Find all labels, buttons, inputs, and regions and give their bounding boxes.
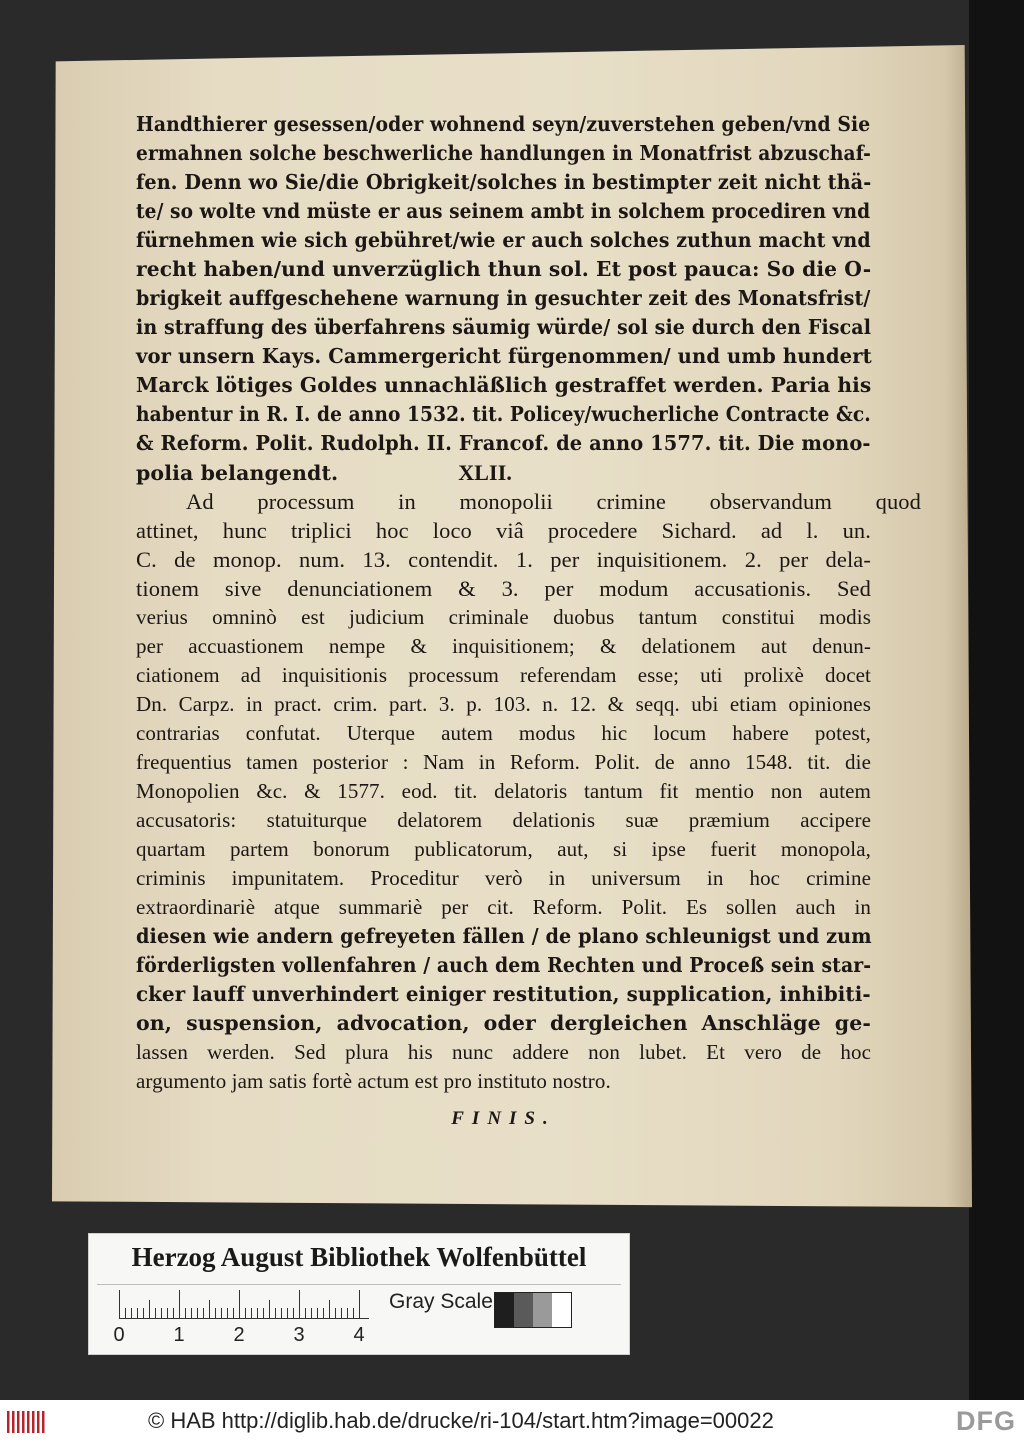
ruler-tick bbox=[131, 1308, 132, 1318]
ruler-tick bbox=[281, 1308, 282, 1318]
text-line-content: ermahnen solche beschwerliche handlungen in Monatfrist abzuschaf- bbox=[136, 141, 871, 165]
dfg-logo: DFG bbox=[956, 1406, 1016, 1436]
text-line-content: vor unsern Kays. Cammergericht fürgenommen/ und umb hundert bbox=[136, 344, 872, 368]
ruler-tick bbox=[341, 1308, 342, 1318]
text-line-content: cker lauff unverhindert einiger restitution, supplication, inhibiti- bbox=[136, 982, 871, 1006]
text-line-content: recht haben/und unverzüglich thun sol. Et post pauca: So die O- bbox=[136, 257, 872, 281]
text-line-content: lassen werden. Sed plura his nunc addere non lubet. Et vero de hoc bbox=[136, 1040, 871, 1064]
ruler-tick bbox=[191, 1308, 192, 1318]
gray-scale-swatches bbox=[494, 1292, 572, 1328]
ruler-tick bbox=[143, 1308, 144, 1318]
text-line-content: fen. Denn wo Sie/die Obrigkeit/solches in bestimpter zeit nicht thä- bbox=[136, 170, 872, 194]
text-line bbox=[136, 603, 871, 632]
ruler-tick bbox=[149, 1300, 150, 1318]
ruler-tick bbox=[353, 1308, 354, 1318]
text-line bbox=[136, 748, 871, 777]
ruler-tick bbox=[269, 1300, 270, 1318]
text-line bbox=[136, 545, 871, 574]
background-strip bbox=[969, 0, 1024, 1400]
text-line bbox=[136, 255, 871, 284]
text-line-content: fürnehmen wie sich gebühret/wie er auch solches zuthun macht vnd bbox=[136, 228, 871, 252]
text-line bbox=[136, 313, 871, 342]
gray-scale-label: Gray Scale bbox=[389, 1290, 493, 1313]
ruler-tick bbox=[251, 1308, 252, 1318]
text-line-content: C. de monop. num. 13. contendit. 1. per inquisitionem. 2. per dela- bbox=[136, 547, 871, 572]
section-number: XLII. bbox=[458, 460, 512, 485]
text-line-content: Monopolien &c. & 1577. eod. tit. delatoris tantum fit mentio non autem bbox=[136, 779, 871, 803]
text-line-content: extraordinariè atque summariè per cit. Reform. Polit. Es sollen auch in bbox=[136, 895, 871, 919]
text-line-content: accusatoris: statuiturque delatorem delationis suæ præmium accipere bbox=[136, 808, 871, 832]
ruler-tick bbox=[257, 1308, 258, 1318]
ruler-tick bbox=[179, 1290, 180, 1318]
text-line-content: tionem sive denunciationem & 3. per modum accusationis. Sed bbox=[136, 576, 871, 601]
text-line bbox=[136, 661, 871, 690]
ruler-label: 0 bbox=[113, 1324, 125, 1346]
ruler-tick bbox=[323, 1308, 324, 1318]
text-line-content: Marck lötiges Goldes unnachläßlich gestraffet werden. Paria his bbox=[136, 373, 872, 397]
ruler-tick bbox=[263, 1308, 264, 1318]
ruler-tick bbox=[245, 1308, 246, 1318]
text-line bbox=[136, 226, 871, 255]
text-line-content: on, suspension, advocation, oder dergleichen Anschläge ge- bbox=[136, 1011, 871, 1035]
text-line bbox=[136, 139, 871, 168]
page-text bbox=[136, 110, 921, 1133]
text-line-content: ciationem ad inquisitionis processum referendam esse; uti prolixè docet bbox=[136, 663, 871, 687]
text-line bbox=[136, 458, 871, 487]
text-line bbox=[136, 574, 871, 603]
gray-swatch bbox=[552, 1293, 571, 1327]
library-name: Herzog August Bibliothek Wolfenbüttel bbox=[131, 1242, 587, 1272]
text-line bbox=[136, 371, 871, 400]
finis-mark: FINIS. bbox=[451, 1108, 556, 1129]
text-line bbox=[136, 1038, 871, 1067]
text-line-content: contrarias confutat. Uterque autem modus hic locum habere potest, bbox=[136, 721, 871, 745]
text-line-content: & Reform. Polit. Rudolph. II. Francof. de anno 1577. tit. Die mono- bbox=[136, 431, 871, 455]
text-line-content: brigkeit auffgeschehene warnung in gesuchter zeit des Monatsfrist/ bbox=[136, 286, 871, 310]
text-line-content: diesen wie andern gefreyeten fällen / de plano schleunigst und zum bbox=[136, 924, 872, 948]
ruler-baseline bbox=[119, 1318, 369, 1319]
text-line bbox=[136, 864, 871, 893]
card-divider bbox=[97, 1284, 621, 1285]
text-line bbox=[136, 922, 871, 951]
text-line-content: Dn. Carpz. in pract. crim. part. 3. p. 103. n. 12. & seqq. ubi etiam opiniones bbox=[136, 692, 871, 716]
scale-ruler bbox=[113, 1290, 379, 1350]
text-line bbox=[136, 197, 871, 226]
text-line bbox=[136, 1067, 871, 1096]
ruler-tick bbox=[299, 1290, 300, 1318]
ruler-tick bbox=[317, 1308, 318, 1318]
ruler-label: 1 bbox=[173, 1324, 185, 1346]
text-line bbox=[136, 777, 871, 806]
text-line-content: Ad processum in monopolii crimine observandum quod bbox=[186, 489, 921, 514]
ruler-tick bbox=[239, 1290, 240, 1318]
ruler-tick bbox=[293, 1308, 294, 1318]
text-line-content: in straffung des überfahrens säumig würde/ sol sie durch den Fiscal bbox=[136, 315, 872, 339]
text-line bbox=[136, 110, 871, 139]
text-line bbox=[136, 690, 871, 719]
gray-swatch bbox=[514, 1293, 533, 1327]
text-line-content: te/ so wolte vnd müste er aus seinem ambt in solchem procediren vnd bbox=[136, 199, 871, 223]
text-line bbox=[136, 284, 871, 313]
text-line-content: per accuastionem nempe & inquisitionem; & delationem aut denun- bbox=[136, 634, 871, 658]
text-line-content: attinet, hunc triplici hoc loco viâ procedere Sichard. ad l. un. bbox=[136, 518, 871, 543]
text-line-content: criminis impunitatem. Proceditur verò in universum in hoc crimine bbox=[136, 866, 871, 890]
copyright-url: © HAB http://diglib.hab.de/drucke/ri-104/start.htm?image=00022 bbox=[148, 1408, 774, 1433]
text-line bbox=[136, 400, 871, 429]
ruler-tick bbox=[215, 1308, 216, 1318]
ruler-label: 4 bbox=[353, 1324, 365, 1346]
text-line bbox=[136, 951, 871, 980]
ruler-tick bbox=[329, 1300, 330, 1318]
text-line-content: förderligsten vollenfahren / auch dem Rechten und Proceß sein star- bbox=[136, 953, 872, 977]
text-line bbox=[136, 835, 871, 864]
ruler-tick bbox=[137, 1308, 138, 1318]
text-line bbox=[136, 632, 871, 661]
ruler-label: 2 bbox=[233, 1324, 245, 1346]
gray-swatch bbox=[495, 1293, 514, 1327]
text-line-content: verius omninò est judicium criminale duobus tantum constitui modis bbox=[136, 605, 871, 629]
ruler-tick bbox=[173, 1308, 174, 1318]
ruler-tick bbox=[347, 1308, 348, 1318]
ruler-tick bbox=[167, 1308, 168, 1318]
color-card bbox=[88, 1233, 630, 1355]
ruler-tick bbox=[119, 1290, 120, 1318]
ruler-tick bbox=[221, 1308, 222, 1318]
text-line bbox=[136, 806, 871, 835]
ruler-tick bbox=[275, 1308, 276, 1318]
ruler-tick bbox=[185, 1308, 186, 1318]
text-line bbox=[136, 719, 871, 748]
text-line bbox=[136, 487, 921, 516]
ruler-tick bbox=[233, 1308, 234, 1318]
ruler-tick bbox=[311, 1308, 312, 1318]
ruler-tick bbox=[125, 1308, 126, 1318]
hab-logo-icon bbox=[6, 1409, 46, 1435]
ruler-tick bbox=[203, 1308, 204, 1318]
footer-bar bbox=[0, 1400, 1024, 1444]
ruler-label: 3 bbox=[293, 1324, 305, 1346]
ruler-tick bbox=[305, 1308, 306, 1318]
ruler-tick bbox=[209, 1300, 210, 1318]
ruler-tick bbox=[287, 1308, 288, 1318]
ruler-tick bbox=[335, 1308, 336, 1318]
gray-swatch bbox=[533, 1293, 552, 1327]
text-line bbox=[136, 516, 871, 545]
ruler-tick bbox=[227, 1308, 228, 1318]
text-line bbox=[136, 429, 871, 458]
text-line-content: argumento jam satis fortè actum est pro instituto nostro. bbox=[136, 1069, 611, 1093]
text-line bbox=[136, 342, 871, 371]
text-line bbox=[136, 1009, 871, 1038]
ruler-tick bbox=[197, 1308, 198, 1318]
text-line-content: polia belangendt. bbox=[136, 461, 339, 485]
ruler-tick bbox=[359, 1290, 360, 1318]
text-line-content: quartam partem bonorum publicatorum, aut, si ipse fuerit monopola, bbox=[136, 837, 871, 861]
text-line-content: Handthierer gesessen/oder wohnend seyn/zuverstehen geben/vnd Sie bbox=[136, 112, 871, 136]
ruler-tick bbox=[155, 1308, 156, 1318]
text-line bbox=[136, 980, 871, 1009]
ruler-tick bbox=[161, 1308, 162, 1318]
text-line-content: habentur in R. I. de anno 1532. tit. Policey/wucherliche Contracte &c. bbox=[136, 402, 871, 426]
text-line bbox=[136, 893, 871, 922]
text-line bbox=[136, 168, 871, 197]
text-line-content: frequentius tamen posterior : Nam in Reform. Polit. de anno 1548. tit. die bbox=[136, 750, 871, 774]
